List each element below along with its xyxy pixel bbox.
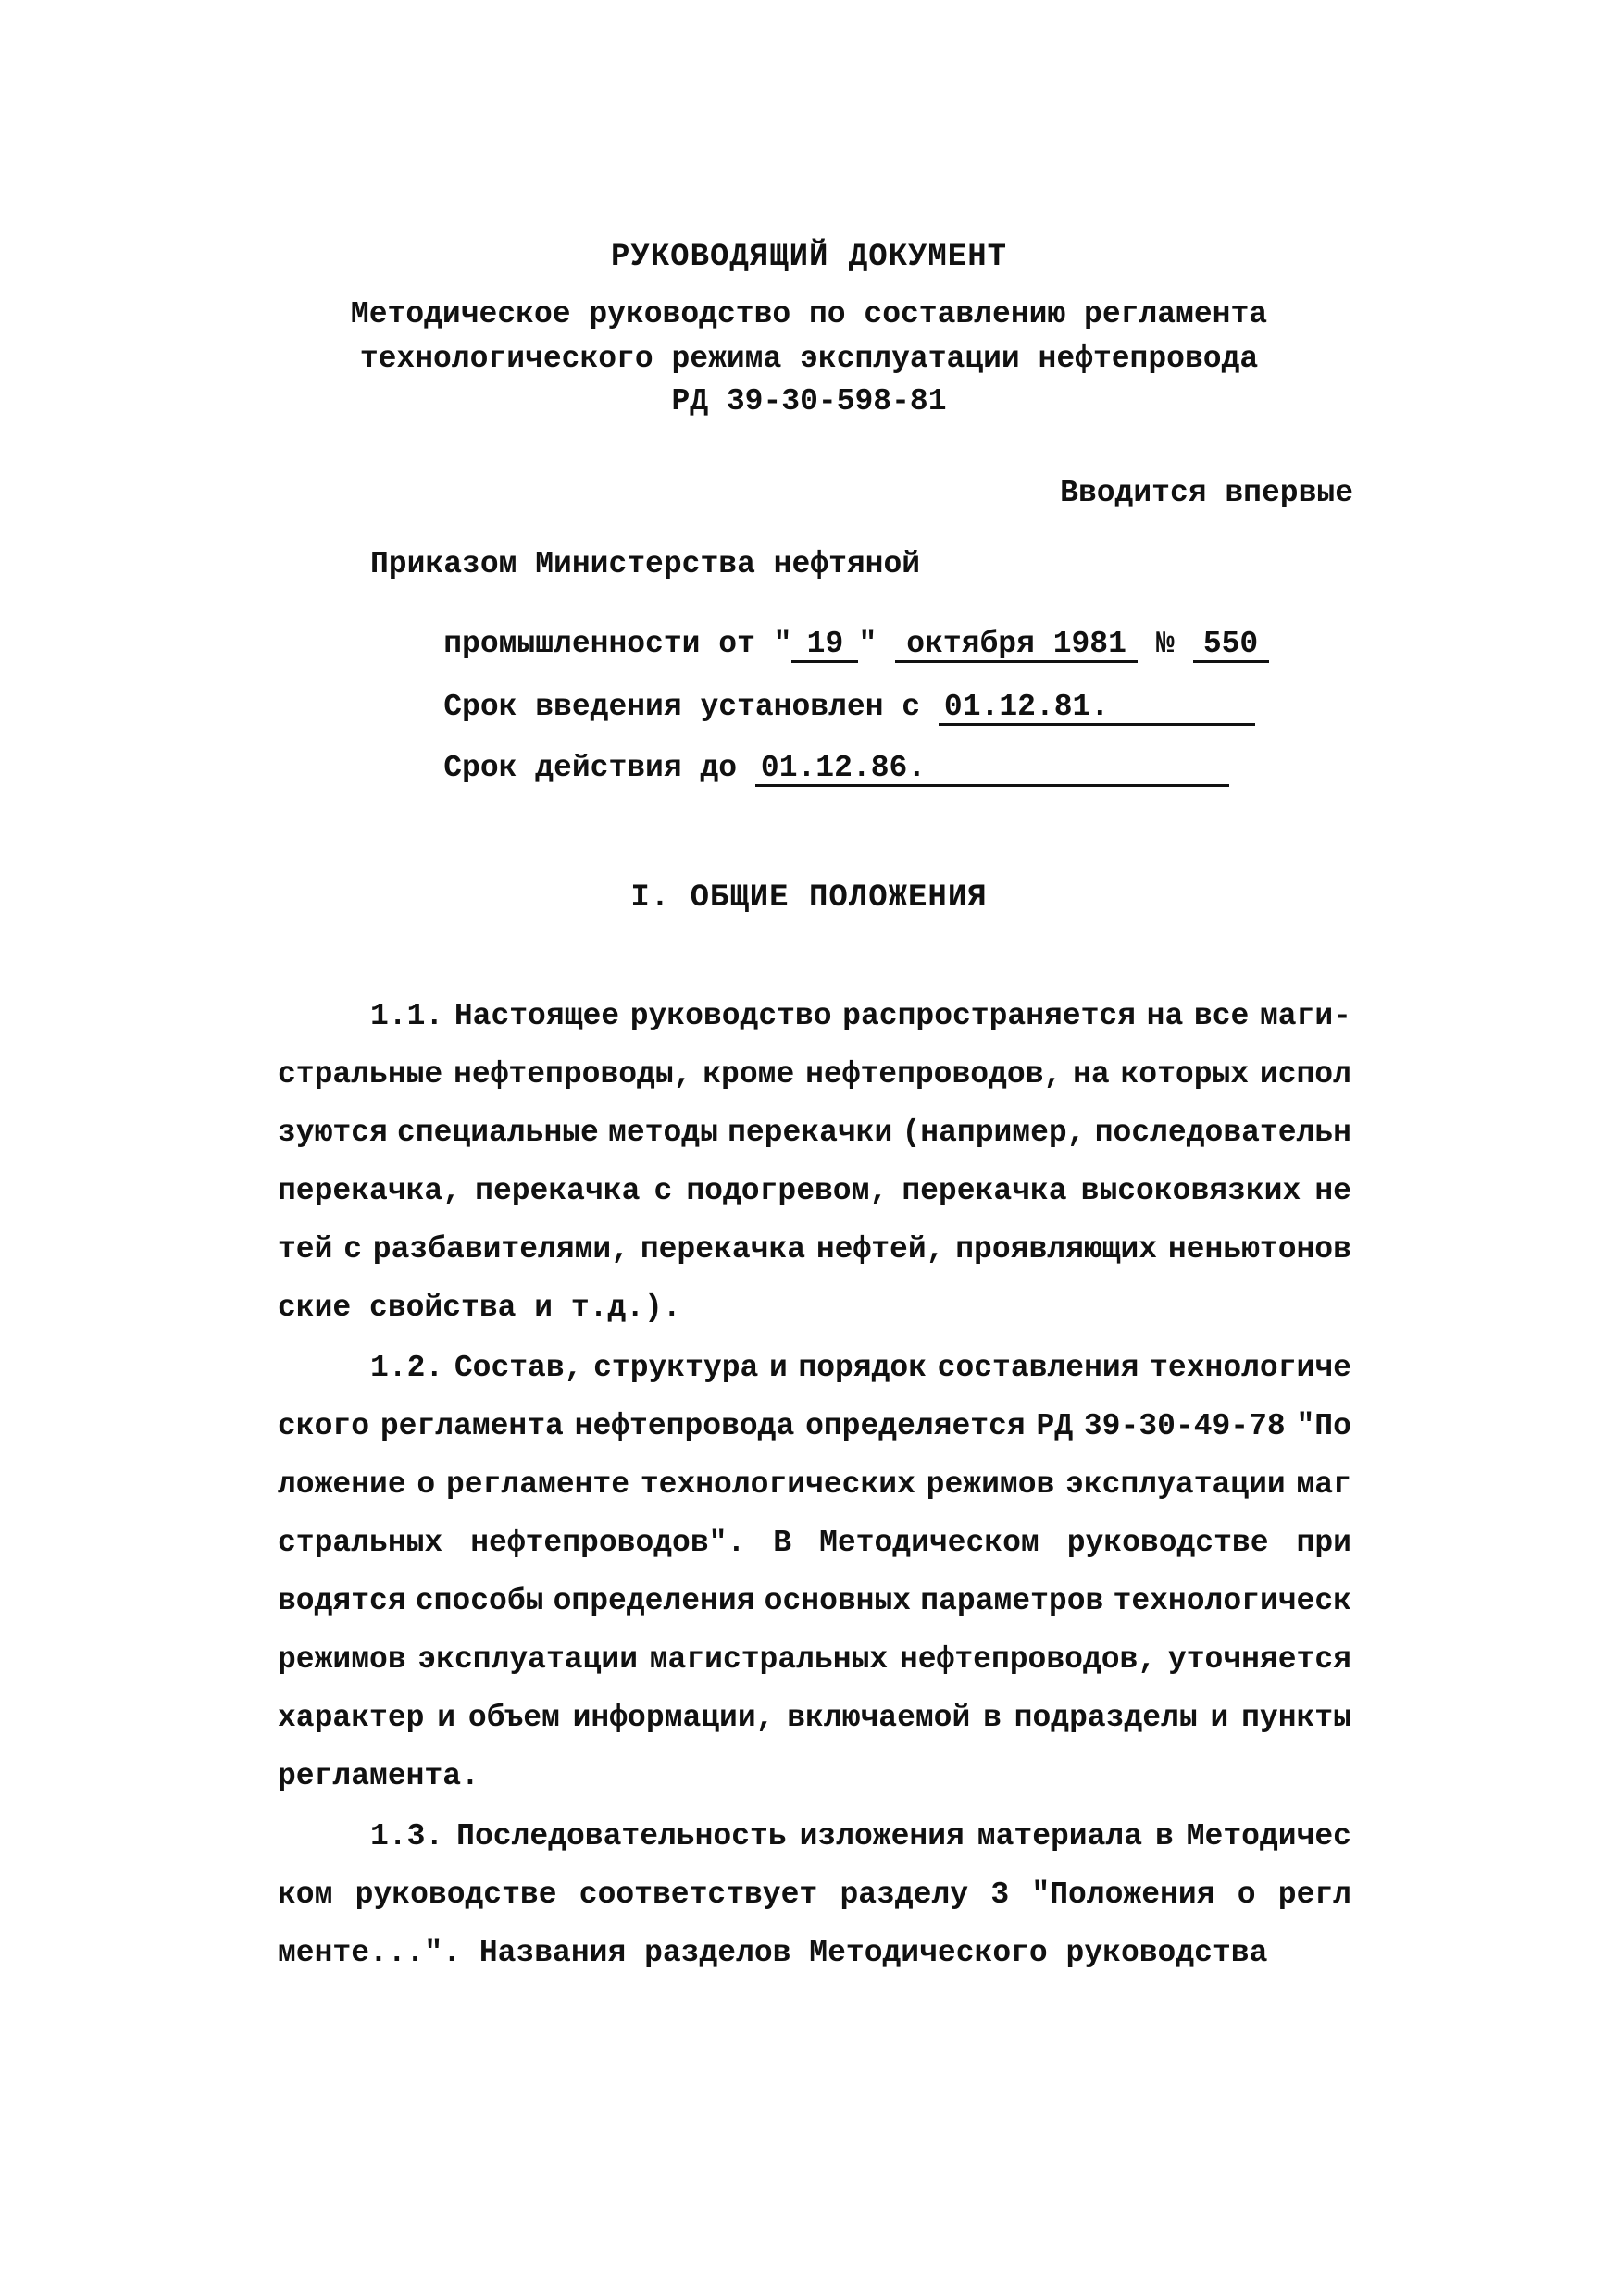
document-type-heading: РУКОВОДЯЩИЙ ДОКУМЕНТ xyxy=(610,240,1008,275)
paragraph-line: 1.1. Настоящее руководство распространяется на все маги- xyxy=(370,999,1351,1033)
document-title-line-2: технологического режима эксплуатации нефтепровода xyxy=(359,342,1259,376)
paragraph-line: зуются специальные методы перекачки (например, последовательн xyxy=(278,1116,1351,1150)
order-month-year: октября 1981 xyxy=(895,629,1138,663)
order-line-1: Приказом Министерства нефтяной xyxy=(370,547,921,581)
paragraph-line: ложение о регламенте технологических режимов эксплуатации маг xyxy=(278,1467,1351,1502)
validity-date-line xyxy=(370,713,1229,824)
order-line-2-prefix: промышленности от xyxy=(443,627,755,661)
order-number-sign: № xyxy=(1155,627,1175,661)
effective-date-label: Срок введения установлен с xyxy=(443,690,921,724)
paragraph-line: тей с разбавителями, перекачка нефтей, проявляющих неньютонов xyxy=(278,1232,1351,1267)
paragraph-line: перекачка, перекачка с подогревом, перекачка высоковязких не xyxy=(278,1174,1351,1208)
paragraph-line: регламента. xyxy=(278,1759,479,1793)
paragraph-line: режимов эксплуатации магистральных нефтепроводов, уточняется xyxy=(278,1642,1351,1677)
paragraph-line: стральных нефтепроводов". В Методическом руководстве при xyxy=(278,1526,1351,1560)
document-title-line-1: Методическое руководство по составлению регламента xyxy=(350,297,1268,331)
paragraph-line: стральные нефтепроводы, кроме нефтепроводов, на которых испол xyxy=(278,1057,1351,1092)
section-title: I. ОБЩИЕ ПОЛОЖЕНИЯ xyxy=(630,880,988,916)
paragraph-line: 1.3. Последовательность изложения материала в Методичес xyxy=(370,1819,1351,1853)
order-day: 19 xyxy=(791,629,858,663)
paragraph-line: ского регламента нефтепровода определяется РД 39-30-49-78 "По xyxy=(278,1409,1351,1443)
validity-date-value: 01.12.86. xyxy=(755,753,1229,787)
validity-date-label: Срок действия до xyxy=(443,751,738,785)
paragraph-line: 1.2. Состав, структура и порядок составления технологиче xyxy=(370,1351,1351,1385)
order-line-2: промышленности от " 19 " октября 1981 № 550 xyxy=(370,589,1269,700)
document-code: РД 39-30-598-81 xyxy=(671,384,947,418)
order-number: 550 xyxy=(1193,629,1269,663)
intro-note: Вводится впервые xyxy=(1060,476,1353,510)
paragraph-line: ком руководстве соответствует разделу 3 "Положения о регл xyxy=(278,1878,1351,1912)
paragraph-line: водятся способы определения основных параметров технологическ xyxy=(278,1584,1351,1618)
paragraph-line: характер и объем информации, включаемой в подразделы и пункты xyxy=(278,1701,1351,1735)
effective-date-value: 01.12.81. xyxy=(939,692,1255,726)
paragraph-line: ские свойства и т.д.). xyxy=(278,1291,681,1325)
paragraph-line: менте...". Названия разделов Методического руководства xyxy=(278,1936,1268,1970)
